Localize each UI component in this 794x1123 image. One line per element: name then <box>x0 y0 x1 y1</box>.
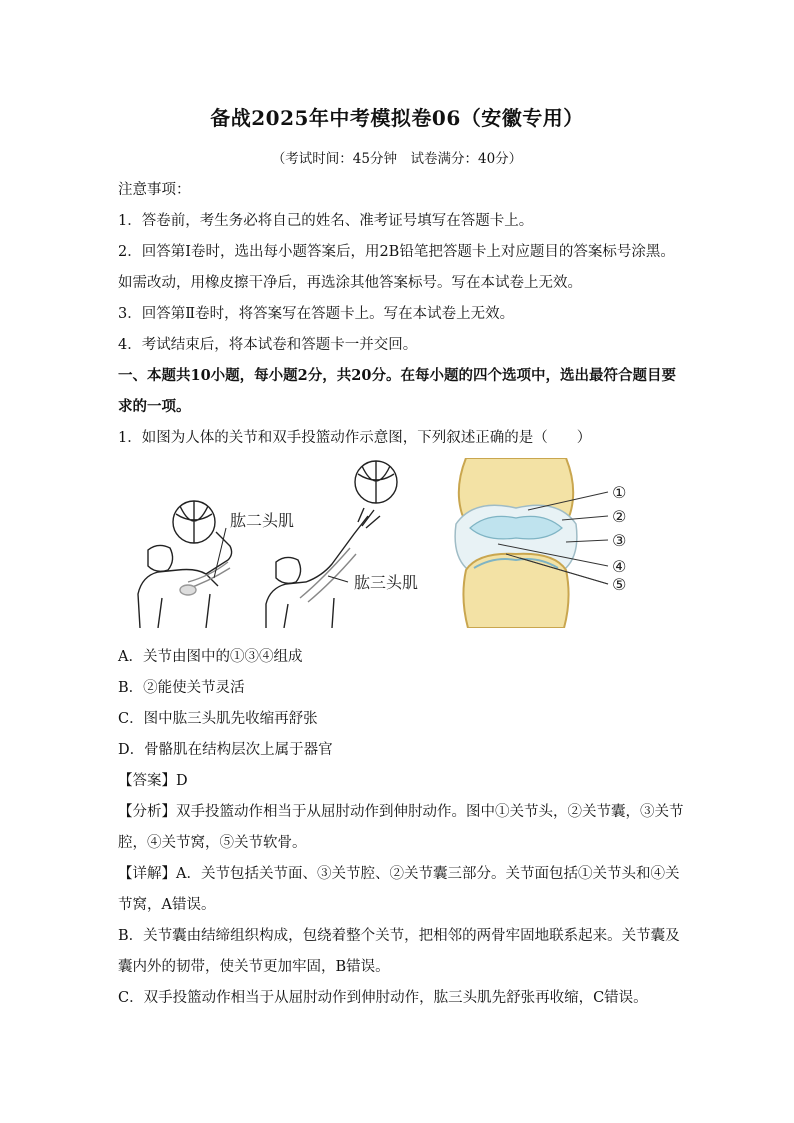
answer: 【答案】D <box>118 773 188 789</box>
detail-line: C．双手投篮动作相当于从屈肘动作到伸肘动作，肱三头肌先舒张再收缩，C错误。 <box>118 990 648 1006</box>
analysis-line: 腔，④关节窝，⑤关节软骨。 <box>118 835 307 851</box>
note-item: 3．回答第Ⅱ卷时，将答案写在答题卡上。写在本试卷上无效。 <box>118 306 515 322</box>
detail-line: 囊内外的韧带，使关节更加牢固，B错误。 <box>118 959 390 975</box>
detail-line: 节窝，A错误。 <box>118 897 216 913</box>
section-heading-cont: 求的一项。 <box>118 398 191 415</box>
detail-line: 【详解】A．关节包括关节面、③关节腔、②关节囊三部分。关节面包括①关节头和④关 <box>118 866 680 882</box>
triceps-label: 肱三头肌 <box>354 575 419 592</box>
player-extended-illustration <box>266 461 397 628</box>
option-d: D．骨骼肌在结构层次上属于器官 <box>118 742 333 758</box>
knee-joint-diagram <box>455 458 577 628</box>
option-c: C．图中肱三头肌先收缩再舒张 <box>118 711 318 727</box>
option-a: A．关节由图中的①③④组成 <box>118 649 303 665</box>
callout-1: ① <box>612 483 627 502</box>
option-b: B．②能使关节灵活 <box>118 680 245 696</box>
analysis-line: 【分析】双手投篮动作相当于从屈肘动作到伸肘动作。图中①关节头，②关节囊，③关节 <box>118 804 684 820</box>
note-item: 1．答卷前，考生务必将自己的姓名、准考证号填写在答题卡上。 <box>118 213 534 229</box>
page-title: 备战2025年中考模拟卷06（安徽专用） <box>210 106 584 130</box>
callout-4: ④ <box>612 557 627 576</box>
note-item: 如需改动，用橡皮擦干净后，再选涂其他答案标号。写在本试卷上无效。 <box>118 275 582 291</box>
question-stem: 1．如图为人体的关节和双手投篮动作示意图，下列叙述正确的是（ ） <box>118 430 592 446</box>
detail-line: B．关节囊由结缔组织构成，包绕着整个关节，把相邻的两骨牢固地联系起来。关节囊及 <box>118 928 680 944</box>
callout-3: ③ <box>612 531 627 550</box>
note-item: 2．回答第Ⅰ卷时，选出每小题答案后，用2B铅笔把答题卡上对应题目的答案标号涂黑。 <box>118 244 675 260</box>
articular-cartilage <box>470 516 562 539</box>
joint-figure <box>118 458 678 628</box>
callout-5: ⑤ <box>612 575 627 594</box>
exam-info: （考试时间：45分钟 试卷满分：40分） <box>271 151 523 167</box>
section-heading: 一、本题共10小题，每小题2分，共20分。在每小题的四个选项中，选出最符合题目要 <box>118 367 676 384</box>
callout-2: ② <box>612 507 627 526</box>
biceps-label: 肱二头肌 <box>230 513 295 530</box>
note-item: 4．考试结束后，将本试卷和答题卡一并交回。 <box>118 337 418 353</box>
notes-heading: 注意事项： <box>118 182 191 198</box>
